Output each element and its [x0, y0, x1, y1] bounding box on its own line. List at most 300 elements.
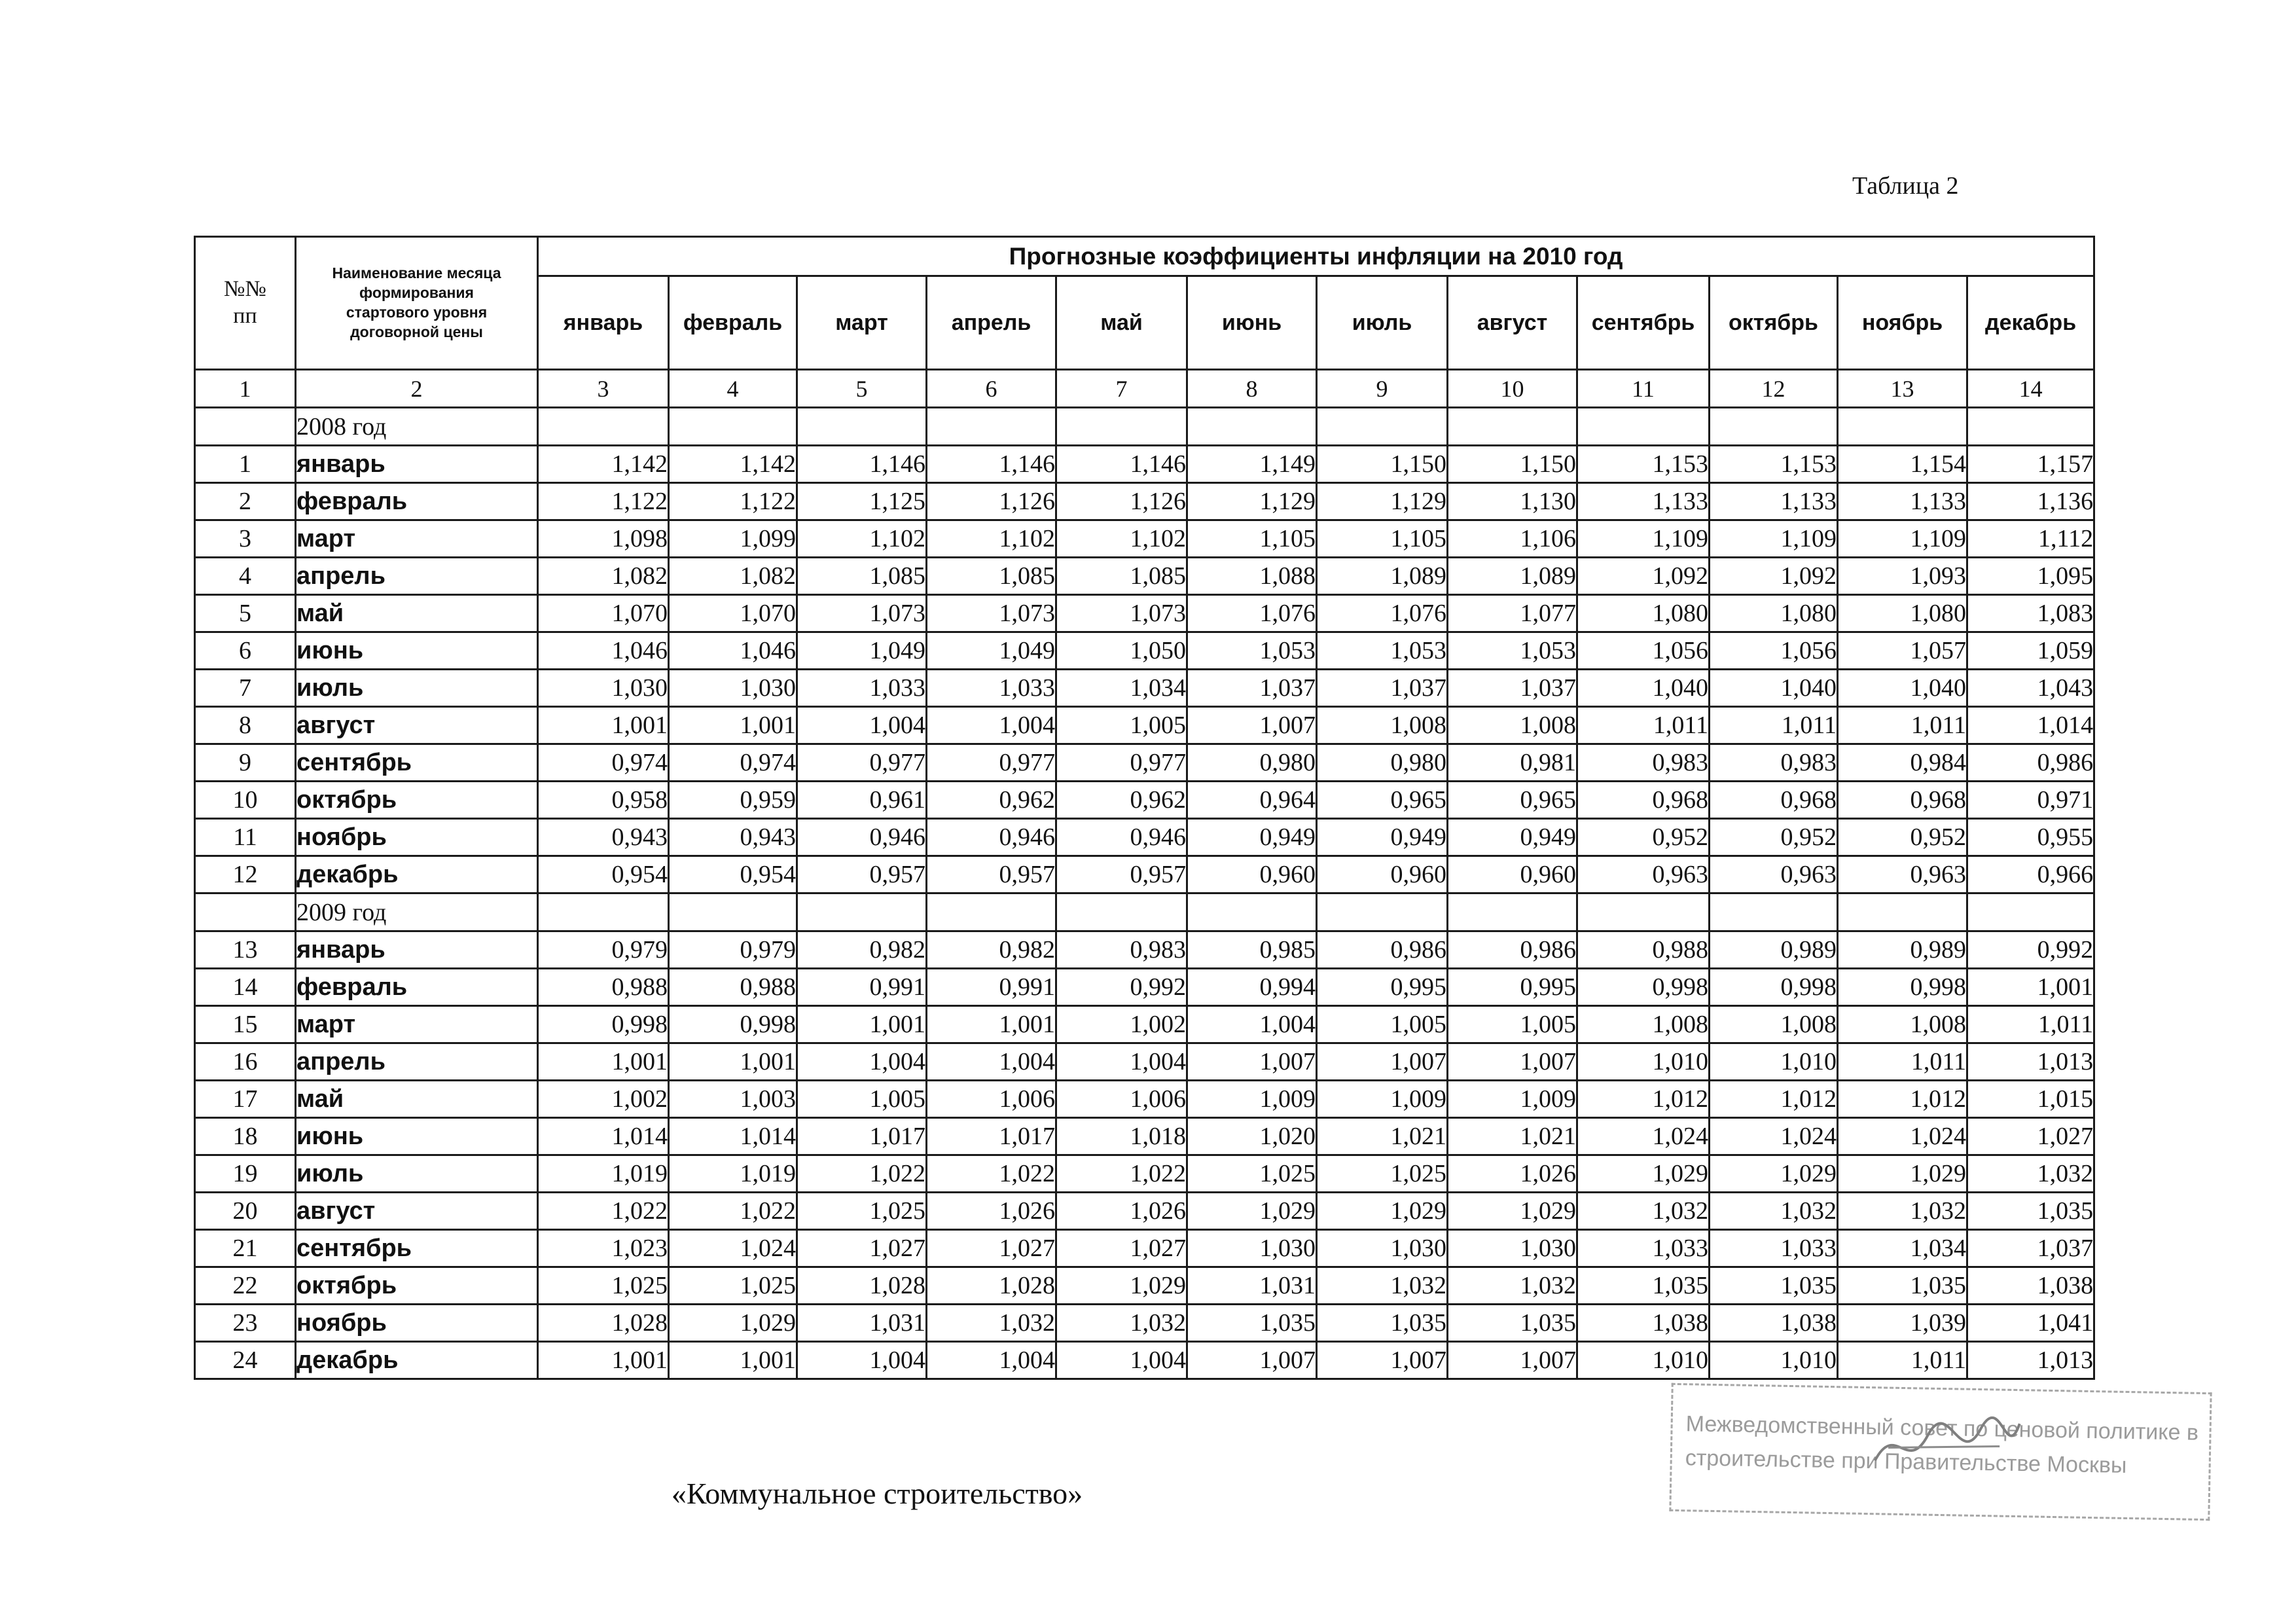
- coefficient-cell: 1,029: [1838, 1155, 1967, 1193]
- table-row: [195, 969, 2094, 1006]
- coefficient-cell: 0,988: [538, 969, 669, 1006]
- coefficient-cell: 1,017: [797, 1118, 927, 1155]
- month-header-cell: июнь: [1187, 276, 1317, 370]
- row-month-name: июль: [296, 1155, 538, 1193]
- coefficient-cell: 1,035: [1710, 1267, 1838, 1305]
- row-month-name: февраль: [296, 483, 538, 520]
- coefficient-cell: 0,962: [1056, 782, 1187, 819]
- month-header-cell: май: [1056, 276, 1187, 370]
- coefficient-cell: 0,962: [927, 782, 1056, 819]
- row-month-name: декабрь: [296, 856, 538, 893]
- coefficient-cell: 1,029: [1317, 1193, 1448, 1230]
- coefficient-cell: 1,032: [1448, 1267, 1577, 1305]
- coefficient-cell: 0,980: [1317, 744, 1448, 782]
- coefficient-cell: 1,112: [1967, 520, 2094, 558]
- row-number: 20: [195, 1193, 296, 1230]
- row-number: 12: [195, 856, 296, 893]
- coefficient-cell: 1,024: [1710, 1118, 1838, 1155]
- coefficient-cell: 1,146: [797, 446, 927, 483]
- coefficient-cell: 0,954: [538, 856, 669, 893]
- row-month-name: октябрь: [296, 782, 538, 819]
- coefficient-cell: 0,952: [1577, 819, 1710, 856]
- coefficient-cell: 1,133: [1838, 483, 1967, 520]
- coefficient-cell: 1,149: [1187, 446, 1317, 483]
- coefficient-cell: 1,004: [1056, 1043, 1187, 1081]
- coefficient-cell: 0,981: [1448, 744, 1577, 782]
- coefficient-cell: 1,004: [797, 707, 927, 744]
- table-row: [195, 1118, 2094, 1155]
- coefficient-cell: 1,011: [1710, 707, 1838, 744]
- coefficient-cell: 1,001: [797, 1006, 927, 1043]
- coefficient-cell: 1,102: [1056, 520, 1187, 558]
- table-row: [195, 1342, 2094, 1379]
- year-row-empty-cell: [1056, 893, 1187, 931]
- row-month-name: февраль: [296, 969, 538, 1006]
- table-row: [195, 1305, 2094, 1342]
- coefficient-cell: 0,946: [797, 819, 927, 856]
- coefficient-cell: 1,022: [669, 1193, 797, 1230]
- coefficient-cell: 0,989: [1838, 931, 1967, 969]
- coefficient-cell: 1,029: [1448, 1193, 1577, 1230]
- month-header-cell: март: [797, 276, 927, 370]
- coefficient-cell: 1,080: [1710, 595, 1838, 632]
- coefficient-cell: 1,035: [1317, 1305, 1448, 1342]
- coefficient-cell: 0,980: [1187, 744, 1317, 782]
- coefficient-cell: 0,943: [669, 819, 797, 856]
- month-header-cell: январь: [538, 276, 669, 370]
- coefficient-cell: 1,009: [1448, 1081, 1577, 1118]
- row-number: 3: [195, 520, 296, 558]
- coefficient-cell: 0,995: [1317, 969, 1448, 1006]
- inflation-table: [194, 236, 2095, 1380]
- coefficient-cell: 1,001: [538, 707, 669, 744]
- coefficient-cell: 1,005: [797, 1081, 927, 1118]
- table-row: [195, 931, 2094, 969]
- coefficient-cell: 1,004: [927, 1342, 1056, 1379]
- row-month-name: ноябрь: [296, 819, 538, 856]
- coefficient-cell: 1,025: [669, 1267, 797, 1305]
- coefficient-cell: 1,142: [669, 446, 797, 483]
- coefficient-cell: 1,023: [538, 1230, 669, 1267]
- coefficient-cell: 1,019: [669, 1155, 797, 1193]
- coefficient-cell: 1,005: [1317, 1006, 1448, 1043]
- coefficient-cell: 1,024: [1577, 1118, 1710, 1155]
- coefficient-cell: 1,020: [1187, 1118, 1317, 1155]
- coefficient-cell: 1,126: [1056, 483, 1187, 520]
- approval-stamp: [1669, 1383, 2212, 1521]
- coefficient-cell: 0,952: [1838, 819, 1967, 856]
- coefficient-cell: 1,019: [538, 1155, 669, 1193]
- coefficient-cell: 0,974: [538, 744, 669, 782]
- table-row: [195, 1193, 2094, 1230]
- coefficient-cell: 1,007: [1187, 1043, 1317, 1081]
- coefficient-cell: 0,946: [1056, 819, 1187, 856]
- coefficient-cell: 1,037: [1317, 670, 1448, 707]
- coefficient-cell: 1,008: [1710, 1006, 1838, 1043]
- coefficient-cell: 1,028: [797, 1267, 927, 1305]
- coefficient-cell: 0,992: [1967, 931, 2094, 969]
- coefficient-cell: 1,033: [797, 670, 927, 707]
- coefficient-cell: 1,157: [1967, 446, 2094, 483]
- coefficient-cell: 0,949: [1187, 819, 1317, 856]
- row-number: 9: [195, 744, 296, 782]
- coefficient-cell: 1,027: [927, 1230, 1056, 1267]
- table-body: [195, 408, 2094, 1379]
- coefficient-cell: 1,010: [1710, 1342, 1838, 1379]
- coefficient-cell: 1,026: [1056, 1193, 1187, 1230]
- coefficient-cell: 1,053: [1448, 632, 1577, 670]
- row-month-name: март: [296, 520, 538, 558]
- coefficient-cell: 1,011: [1967, 1006, 2094, 1043]
- coefficient-cell: 1,015: [1967, 1081, 2094, 1118]
- coefficient-cell: 0,960: [1317, 856, 1448, 893]
- year-row-empty-cell: [1577, 408, 1710, 446]
- coefficient-cell: 1,014: [669, 1118, 797, 1155]
- coefficient-cell: 1,004: [797, 1342, 927, 1379]
- row-number: 16: [195, 1043, 296, 1081]
- coefficient-cell: 1,029: [1577, 1155, 1710, 1193]
- coefficient-cell: 1,030: [669, 670, 797, 707]
- coefficient-cell: 1,109: [1577, 520, 1710, 558]
- coefficient-cell: 1,001: [669, 1043, 797, 1081]
- coefficient-cell: 1,001: [538, 1043, 669, 1081]
- coefficient-cell: 1,025: [1317, 1155, 1448, 1193]
- year-row-empty-cell: [1317, 408, 1448, 446]
- coefficient-cell: 1,024: [669, 1230, 797, 1267]
- coefficient-cell: 1,030: [1317, 1230, 1448, 1267]
- table-row: [195, 1155, 2094, 1193]
- year-row-empty-cell: [1710, 408, 1838, 446]
- row-number: 2: [195, 483, 296, 520]
- row-number: 23: [195, 1305, 296, 1342]
- coefficient-cell: 0,964: [1187, 782, 1317, 819]
- row-number: 10: [195, 782, 296, 819]
- coefficient-cell: 1,013: [1967, 1342, 2094, 1379]
- coefficient-cell: 0,979: [538, 931, 669, 969]
- coefficient-cell: 0,986: [1317, 931, 1448, 969]
- index-cell: 12: [1710, 370, 1838, 408]
- coefficient-cell: 0,955: [1967, 819, 2094, 856]
- coefficient-cell: 1,031: [1187, 1267, 1317, 1305]
- coefficient-cell: 1,056: [1710, 632, 1838, 670]
- index-cell: 9: [1317, 370, 1448, 408]
- coefficient-cell: 0,974: [669, 744, 797, 782]
- coefficient-cell: 1,089: [1448, 558, 1577, 595]
- coefficient-cell: 0,998: [1710, 969, 1838, 1006]
- year-row-empty-cell: [195, 408, 296, 446]
- index-cell: 2: [296, 370, 538, 408]
- year-row-empty-cell: [797, 893, 927, 931]
- row-month-name: июнь: [296, 1118, 538, 1155]
- coefficient-cell: 1,011: [1838, 1342, 1967, 1379]
- coefficient-cell: 1,025: [797, 1193, 927, 1230]
- footer-title: «Коммунальное строительство»: [671, 1477, 1083, 1510]
- coefficient-cell: 1,004: [1056, 1342, 1187, 1379]
- coefficient-cell: 0,983: [1577, 744, 1710, 782]
- coefficient-cell: 1,030: [538, 670, 669, 707]
- year-row-empty-cell: [1838, 893, 1967, 931]
- year-row-empty-cell: [1187, 893, 1317, 931]
- row-number: 19: [195, 1155, 296, 1193]
- coefficient-cell: 1,146: [1056, 446, 1187, 483]
- coefficient-cell: 1,037: [1967, 1230, 2094, 1267]
- row-number: 8: [195, 707, 296, 744]
- coefficient-cell: 1,070: [538, 595, 669, 632]
- coefficient-cell: 1,039: [1838, 1305, 1967, 1342]
- coefficient-cell: 1,010: [1577, 1342, 1710, 1379]
- coefficient-cell: 1,080: [1838, 595, 1967, 632]
- coefficient-cell: 1,083: [1967, 595, 2094, 632]
- coefficient-cell: 1,070: [669, 595, 797, 632]
- coefficient-cell: 1,085: [797, 558, 927, 595]
- coefficient-cell: 1,033: [1577, 1230, 1710, 1267]
- row-number: 13: [195, 931, 296, 969]
- row-month-name: сентябрь: [296, 1230, 538, 1267]
- coefficient-cell: 1,092: [1577, 558, 1710, 595]
- table-row: [195, 1006, 2094, 1043]
- coefficient-cell: 0,977: [927, 744, 1056, 782]
- coefficient-cell: 1,021: [1317, 1118, 1448, 1155]
- table-row: [195, 707, 2094, 744]
- row-number: 24: [195, 1342, 296, 1379]
- coefficient-cell: 0,998: [538, 1006, 669, 1043]
- month-header-cell: сентябрь: [1577, 276, 1710, 370]
- coefficient-cell: 1,129: [1317, 483, 1448, 520]
- coefficient-cell: 1,014: [1967, 707, 2094, 744]
- table-row: [195, 483, 2094, 520]
- coefficient-cell: 1,030: [1448, 1230, 1577, 1267]
- coefficient-cell: 1,011: [1838, 1043, 1967, 1081]
- coefficient-cell: 1,077: [1448, 595, 1577, 632]
- coefficient-cell: 1,053: [1317, 632, 1448, 670]
- year-row-empty-cell: [1317, 893, 1448, 931]
- coefficient-cell: 0,961: [797, 782, 927, 819]
- coefficient-cell: 1,008: [1838, 1006, 1967, 1043]
- coefficient-cell: 1,013: [1967, 1043, 2094, 1081]
- coefficient-cell: 0,985: [1187, 931, 1317, 969]
- coefficient-cell: 1,150: [1317, 446, 1448, 483]
- coefficient-cell: 1,035: [1187, 1305, 1317, 1342]
- coefficient-cell: 1,022: [538, 1193, 669, 1230]
- coefficient-cell: 1,007: [1187, 1342, 1317, 1379]
- coefficient-cell: 1,032: [1056, 1305, 1187, 1342]
- coefficient-cell: 1,080: [1577, 595, 1710, 632]
- coefficient-cell: 1,059: [1967, 632, 2094, 670]
- year-row-empty-cell: [927, 893, 1056, 931]
- coefficient-cell: 1,088: [1187, 558, 1317, 595]
- row-number: 4: [195, 558, 296, 595]
- coefficient-cell: 1,005: [1056, 707, 1187, 744]
- index-cell: 8: [1187, 370, 1317, 408]
- row-number: 18: [195, 1118, 296, 1155]
- coefficient-cell: 1,098: [538, 520, 669, 558]
- coefficient-cell: 1,027: [1967, 1118, 2094, 1155]
- coefficient-cell: 1,025: [538, 1267, 669, 1305]
- header-group-title: Прогнозные коэффициенты инфляции на 2010 год: [538, 237, 2094, 276]
- row-month-name: август: [296, 1193, 538, 1230]
- row-month-name: июль: [296, 670, 538, 707]
- coefficient-cell: 1,012: [1838, 1081, 1967, 1118]
- coefficient-cell: 1,002: [538, 1081, 669, 1118]
- coefficient-cell: 0,971: [1967, 782, 2094, 819]
- coefficient-cell: 1,001: [927, 1006, 1056, 1043]
- coefficient-cell: 0,952: [1710, 819, 1838, 856]
- row-month-name: январь: [296, 931, 538, 969]
- coefficient-cell: 1,009: [1317, 1081, 1448, 1118]
- coefficient-cell: 0,960: [1187, 856, 1317, 893]
- row-number: 7: [195, 670, 296, 707]
- coefficient-cell: 1,007: [1448, 1342, 1577, 1379]
- index-row: [195, 370, 2094, 408]
- index-cell: 1: [195, 370, 296, 408]
- index-cell: 4: [669, 370, 797, 408]
- coefficient-cell: 1,076: [1317, 595, 1448, 632]
- year-row-empty-cell: [669, 408, 797, 446]
- coefficient-cell: 0,977: [1056, 744, 1187, 782]
- coefficient-cell: 1,011: [1577, 707, 1710, 744]
- coefficient-cell: 1,029: [1056, 1267, 1187, 1305]
- coefficient-cell: 0,958: [538, 782, 669, 819]
- month-header-cell: октябрь: [1710, 276, 1838, 370]
- coefficient-cell: 1,010: [1710, 1043, 1838, 1081]
- year-row-empty-cell: [1187, 408, 1317, 446]
- coefficient-cell: 1,022: [1056, 1155, 1187, 1193]
- coefficient-cell: 0,966: [1967, 856, 2094, 893]
- coefficient-cell: 1,021: [1448, 1118, 1577, 1155]
- coefficient-cell: 1,032: [1317, 1267, 1448, 1305]
- coefficient-cell: 1,095: [1967, 558, 2094, 595]
- coefficient-cell: 1,011: [1838, 707, 1967, 744]
- coefficient-cell: 1,009: [1187, 1081, 1317, 1118]
- month-header-cell: август: [1448, 276, 1577, 370]
- stamp-line-2: строительстве при Правительстве Москвы: [1685, 1445, 2127, 1478]
- row-month-name: апрель: [296, 1043, 538, 1081]
- coefficient-cell: 1,010: [1577, 1043, 1710, 1081]
- coefficient-cell: 0,963: [1838, 856, 1967, 893]
- coefficient-cell: 1,002: [1056, 1006, 1187, 1043]
- coefficient-cell: 1,099: [669, 520, 797, 558]
- coefficient-cell: 1,109: [1838, 520, 1967, 558]
- coefficient-cell: 0,957: [927, 856, 1056, 893]
- table-row: [195, 1081, 2094, 1118]
- coefficient-cell: 1,038: [1710, 1305, 1838, 1342]
- table-row: [195, 819, 2094, 856]
- coefficient-cell: 1,029: [669, 1305, 797, 1342]
- coefficient-cell: 1,057: [1838, 632, 1967, 670]
- coefficient-cell: 1,012: [1710, 1081, 1838, 1118]
- coefficient-cell: 1,130: [1448, 483, 1577, 520]
- table-row: [195, 744, 2094, 782]
- coefficient-cell: 1,085: [1056, 558, 1187, 595]
- year-row-empty-cell: [1448, 408, 1577, 446]
- coefficient-cell: 1,014: [538, 1118, 669, 1155]
- coefficient-cell: 1,136: [1967, 483, 2094, 520]
- coefficient-cell: 1,046: [669, 632, 797, 670]
- coefficient-cell: 1,093: [1838, 558, 1967, 595]
- coefficient-cell: 0,986: [1448, 931, 1577, 969]
- row-month-name: апрель: [296, 558, 538, 595]
- coefficient-cell: 0,965: [1448, 782, 1577, 819]
- row-number: 6: [195, 632, 296, 670]
- coefficient-cell: 1,040: [1710, 670, 1838, 707]
- coefficient-cell: 0,982: [797, 931, 927, 969]
- coefficient-cell: 1,089: [1317, 558, 1448, 595]
- index-cell: 5: [797, 370, 927, 408]
- row-number: 5: [195, 595, 296, 632]
- index-cell: 7: [1056, 370, 1187, 408]
- coefficient-cell: 1,133: [1577, 483, 1710, 520]
- month-header-cell: июль: [1317, 276, 1448, 370]
- row-number: 21: [195, 1230, 296, 1267]
- coefficient-cell: 0,994: [1187, 969, 1317, 1006]
- table-row: [195, 446, 2094, 483]
- coefficient-cell: 0,988: [669, 969, 797, 1006]
- year-row-empty-cell: [1056, 408, 1187, 446]
- coefficient-cell: 1,153: [1710, 446, 1838, 483]
- table-caption: Таблица 2: [1852, 172, 1959, 200]
- coefficient-cell: 1,037: [1448, 670, 1577, 707]
- table-row: [195, 670, 2094, 707]
- coefficient-cell: 1,006: [927, 1081, 1056, 1118]
- coefficient-cell: 1,004: [797, 1043, 927, 1081]
- coefficient-cell: 1,035: [1838, 1267, 1967, 1305]
- year-label: 2008 год: [296, 408, 538, 446]
- coefficient-cell: 1,154: [1838, 446, 1967, 483]
- coefficient-cell: 1,026: [927, 1193, 1056, 1230]
- coefficient-cell: 1,027: [797, 1230, 927, 1267]
- coefficient-cell: 1,038: [1577, 1305, 1710, 1342]
- index-cell: 10: [1448, 370, 1577, 408]
- coefficient-cell: 0,991: [797, 969, 927, 1006]
- coefficient-cell: 1,046: [538, 632, 669, 670]
- coefficient-cell: 1,040: [1577, 670, 1710, 707]
- coefficient-cell: 1,142: [538, 446, 669, 483]
- coefficient-cell: 1,006: [1056, 1081, 1187, 1118]
- coefficient-cell: 0,959: [669, 782, 797, 819]
- year-row-empty-cell: [538, 408, 669, 446]
- row-month-name: ноябрь: [296, 1305, 538, 1342]
- coefficient-cell: 1,001: [1967, 969, 2094, 1006]
- row-month-name: декабрь: [296, 1342, 538, 1379]
- coefficient-cell: 1,050: [1056, 632, 1187, 670]
- coefficient-cell: 1,008: [1448, 707, 1577, 744]
- coefficient-cell: 1,035: [1448, 1305, 1577, 1342]
- row-number: 15: [195, 1006, 296, 1043]
- coefficient-cell: 1,035: [1967, 1193, 2094, 1230]
- coefficient-cell: 1,146: [927, 446, 1056, 483]
- coefficient-cell: 0,983: [1710, 744, 1838, 782]
- table-row: [195, 1230, 2094, 1267]
- coefficient-cell: 1,126: [927, 483, 1056, 520]
- coefficient-cell: 0,989: [1710, 931, 1838, 969]
- coefficient-cell: 0,954: [669, 856, 797, 893]
- signature-mark: [1868, 1408, 2026, 1483]
- coefficient-cell: 0,998: [1577, 969, 1710, 1006]
- coefficient-cell: 1,030: [1187, 1230, 1317, 1267]
- coefficient-cell: 0,943: [538, 819, 669, 856]
- coefficient-cell: 0,963: [1710, 856, 1838, 893]
- year-row: [195, 893, 2094, 931]
- coefficient-cell: 1,037: [1187, 670, 1317, 707]
- row-month-name: август: [296, 707, 538, 744]
- coefficient-cell: 1,007: [1187, 707, 1317, 744]
- coefficient-cell: 1,031: [797, 1305, 927, 1342]
- coefficient-cell: 1,033: [927, 670, 1056, 707]
- coefficient-cell: 1,133: [1710, 483, 1838, 520]
- month-header-cell: декабрь: [1967, 276, 2094, 370]
- coefficient-cell: 0,991: [927, 969, 1056, 1006]
- year-row-empty-cell: [1967, 893, 2094, 931]
